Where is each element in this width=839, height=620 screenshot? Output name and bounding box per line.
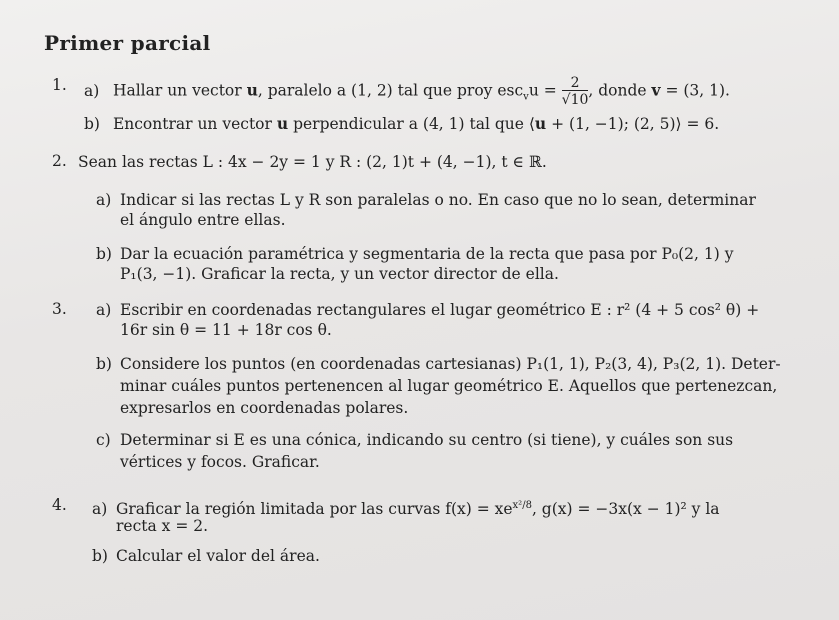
problem-2a-line-1: Indicar si las rectas L y R son paralelas o no. En caso que no lo sean, determinar — [120, 191, 756, 209]
problem-1a-sub: v — [523, 91, 529, 103]
problem-2a — [96, 190, 756, 210]
problem-1b — [84, 114, 719, 134]
problem-1-number: 1. — [52, 76, 67, 94]
problem-1b-label: b) — [84, 115, 100, 133]
problem-4b — [92, 546, 320, 566]
problem-1a-text-2: , paralelo a (1, 2) tal que proy esc — [257, 81, 524, 100]
problem-1a-label: a) — [84, 81, 100, 100]
problem-3c — [96, 430, 733, 450]
problem-2b-line-1: Dar la ecuación paramétrica y segmentaria de la recta que pasa por P₀(2, 1) y — [120, 245, 734, 263]
problem-4a-line-1-part-1: Graficar la región limitada por las curvas f(x) = xe — [116, 500, 513, 519]
problem-3b-line-2: minar cuáles puntos pertenencen al lugar geométrico E. Aquellos que pertenezcan, — [120, 377, 778, 395]
problem-3a-line-2: 16r sin θ = 11 + 18r cos θ. — [120, 321, 332, 339]
problem-1a-text-5: = (3, 1). — [660, 81, 730, 100]
problem-3b-line-3: expresarlos en coordenadas polares. — [120, 399, 409, 417]
problem-3-number: 3. — [52, 300, 67, 318]
problem-4a-line-1-part-2: , g(x) = −3x(x − 1)² y la — [531, 500, 720, 519]
problem-1b-text-3: + (1, −1); (2, 5)⟩ = 6. — [546, 115, 720, 133]
fraction-top: 2 — [562, 76, 589, 91]
problem-1b-u2: u — [534, 114, 547, 133]
problem-2b — [96, 244, 734, 264]
problem-3b — [96, 354, 781, 374]
problem-1b-u: u — [276, 114, 289, 133]
problem-1b-text-2: perpendicular a (4, 1) tal que ⟨ — [288, 115, 535, 133]
fraction-bottom: √10 — [561, 92, 589, 108]
problem-1a-v: v — [651, 80, 661, 100]
problem-3c-line-2: vértices y focos. Graficar. — [120, 453, 320, 471]
problem-1a-fraction — [562, 76, 589, 107]
problem-3a-label: a) — [96, 301, 112, 319]
problem-4-number: 4. — [52, 496, 67, 514]
problem-2a-line-2: el ángulo entre ellas. — [120, 211, 286, 229]
problem-1a — [84, 76, 730, 108]
problem-3c-label: c) — [96, 431, 111, 449]
problem-2b-line-2: P₁(3, −1). Graficar la recta, y un vector director de ella. — [120, 265, 559, 283]
problem-2-intro: Sean las rectas L : 4x − 2y = 1 y R : (2, 1)t + (4, −1), t ∈ ℝ. — [78, 153, 547, 171]
problem-3a — [96, 300, 759, 320]
problem-2b-label: b) — [96, 245, 112, 263]
problem-3b-label: b) — [96, 355, 112, 373]
problem-4a-exponent: x²/8 — [512, 500, 532, 511]
problem-3a-line-1: Escribir en coordenadas rectangulares el lugar geométrico E : r² (4 + 5 cos² θ) + — [120, 301, 760, 319]
problem-2-number: 2. — [52, 152, 67, 170]
problem-1a-text-1: Hallar un vector — [112, 81, 247, 100]
problem-1a-text-4: , donde — [588, 81, 652, 100]
problem-4a-label: a) — [92, 500, 108, 519]
problem-4b-label: b) — [92, 547, 108, 565]
problem-1a-u: u — [246, 80, 258, 100]
page-title: Primer parcial — [44, 31, 211, 55]
problem-3b-line-1: Considere los puntos (en coordenadas cartesianas) P₁(1, 1), P₂(3, 4), P₃(2, 1). Deter- — [120, 355, 781, 373]
problem-4b-line-1: Calcular el valor del área. — [116, 547, 320, 565]
problem-4a-line-2: recta x = 2. — [116, 517, 209, 535]
problem-1a-text-3: u = — [528, 81, 562, 100]
problem-1b-text-1: Encontrar un vector — [112, 115, 277, 133]
problem-2a-label: a) — [96, 191, 112, 209]
problem-3c-line-1: Determinar si E es una cónica, indicando su centro (si tiene), y cuáles son sus — [120, 431, 734, 449]
